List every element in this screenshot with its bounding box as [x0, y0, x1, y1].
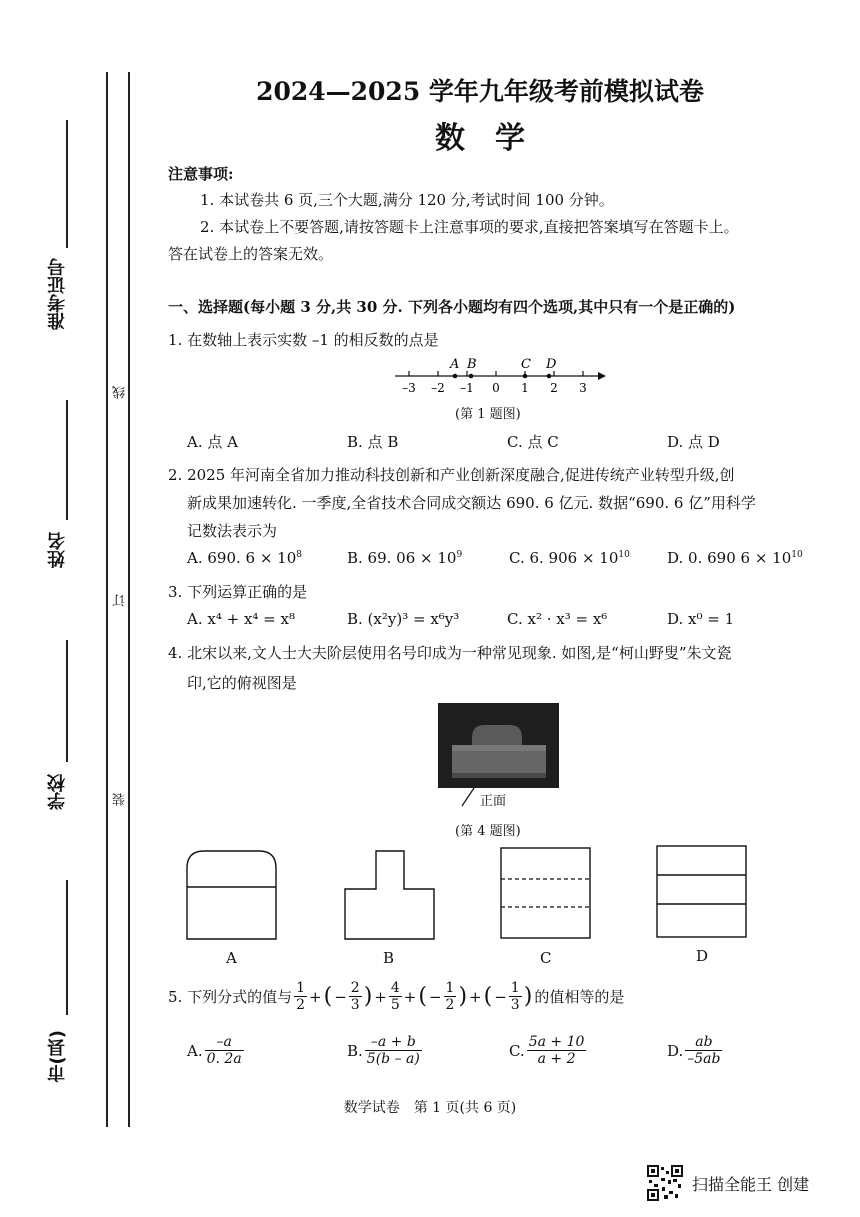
q1-option-d: D. 点 D	[667, 433, 720, 451]
front-label: 正面	[480, 794, 507, 809]
notice-item-2: 2. 本试卷上不要答题,请按答题卡上注意事项的要求,直接把答案填写在答题卡上。	[200, 218, 739, 236]
q1-point-c: C	[521, 357, 531, 372]
q5-option-d: D. $\frac{ab}{-5ab}$	[667, 1034, 721, 1067]
q4-option-c-figure	[500, 847, 592, 940]
q5-stem: 5. 下列分式的值与 $\frac{1}{2}$ + ( − $\frac{2}{3}$ ) + $\frac{4}{5}$ + ( − $\frac{1}{2}$ ) + ( − $\frac{1}{3}$ ) 的值相等的是	[168, 980, 625, 1013]
q1-point-a-dot	[453, 374, 458, 379]
subject-title: 数 学	[435, 121, 525, 156]
binding-word-line: 线	[113, 386, 128, 399]
q4-label-d: D	[696, 947, 709, 965]
q2-option-a: A. 690. $6 \times 10^8$	[187, 549, 303, 567]
notice-heading: 注意事项:	[168, 165, 234, 183]
q1-tick-label: 0	[492, 381, 500, 395]
binding-line-left	[106, 72, 108, 1127]
notice-item-1: 1. 本试卷共 6 页,三个大题,满分 120 分,考试时间 100 分钟。	[200, 191, 614, 209]
city-label: 市(县)	[47, 1030, 68, 1083]
q3-option-b: B. (x²y)³ = x⁶y³	[347, 610, 460, 628]
q1-caption: (第 1 题图)	[455, 407, 521, 422]
q3-stem: 3. 下列运算正确的是	[168, 583, 308, 601]
q2-option-b: B. 69. $06 \times 10^9$	[347, 549, 463, 567]
q2-line-1: 2. 2025 年河南全省加力推动科技创新和产业创新深度融合,促进传统产业转型升级,创	[168, 466, 735, 484]
q4-option-d-figure	[656, 845, 748, 939]
q1-tick-label: –3	[402, 381, 416, 395]
q1-tick-label: 1	[521, 381, 529, 395]
q1-option-a: A. 点 A	[187, 433, 238, 451]
city-line	[66, 880, 68, 1015]
q1-option-b: B. 点 B	[347, 433, 399, 451]
q2-line-2: 新成果加速转化. 一季度,全省技术合同成交额达 690. 6 亿元. 数据“690. 6 亿”用科学	[187, 494, 756, 512]
q1-point-b: B	[467, 357, 477, 372]
binding-word-ding: 订	[113, 594, 128, 607]
q4-label-b: B	[383, 949, 395, 967]
exam-title: 2024—2025 学年九年级考前模拟试卷	[256, 77, 704, 106]
section-heading: 一、选择题(每小题 3 分,共 30 分. 下列各小题均有四个选项,其中只有一个是正确的)	[168, 298, 736, 316]
q4-line-1: 4. 北宋以来,文人士大夫阶层使用名号印成为一种常见现象. 如图,是“柯山野叟”朱文瓷	[168, 644, 732, 662]
q1-number-line	[390, 352, 610, 400]
qr-code-icon	[647, 1165, 683, 1201]
q1-tick-label: –2	[431, 381, 445, 395]
q1-point-b-dot	[469, 374, 474, 379]
q2-option-c: C. 6. $906 \times 10^{10}$	[509, 549, 630, 567]
q1-stem: 1. 在数轴上表示实数 –1 的相反数的点是	[168, 331, 439, 349]
page-footer: 数学试卷 第 1 页(共 6 页)	[343, 1100, 517, 1116]
q4-label-c: C	[540, 949, 552, 967]
q4-option-b-figure	[344, 850, 436, 940]
q1-point-a: A	[450, 357, 460, 372]
q3-option-d: D. x⁰ = 1	[667, 610, 735, 628]
q1-tick-label: 2	[550, 381, 558, 395]
q2-line-3: 记数法表示为	[187, 522, 278, 540]
exam-number-label: 准考证号	[47, 258, 68, 330]
q1-tick-label: –1	[460, 381, 474, 395]
seal-photo	[438, 703, 559, 788]
q1-point-c-dot	[523, 374, 528, 379]
q4-label-a: A	[226, 949, 237, 967]
q1-option-c: C. 点 C	[507, 433, 559, 451]
q1-tick-label: 3	[579, 381, 587, 395]
q4-line-2: 印,它的俯视图是	[187, 674, 297, 692]
notice-item-2-cont: 答在试卷上的答案无效。	[168, 245, 334, 263]
exam-number-line	[66, 120, 68, 248]
q5-option-b: B. $\frac{-a + b}{5(b - a)}$	[347, 1034, 420, 1067]
q4-option-a-figure	[186, 850, 278, 940]
seal-illustration	[438, 703, 559, 788]
q5-option-c: C. $\frac{5a + 10}{a + 2}$	[509, 1034, 585, 1067]
q3-option-a: A. x⁴ + x⁴ = x⁸	[187, 610, 295, 628]
q5-option-a: A. $\frac{-a}{0. 2a}$	[187, 1034, 242, 1067]
scanner-watermark: 扫描全能王 创建	[692, 1175, 810, 1194]
q1-point-d-dot	[547, 374, 552, 379]
q3-option-c: C. x² · x³ = x⁶	[507, 610, 608, 628]
q1-point-d: D	[546, 357, 557, 372]
school-line	[66, 640, 68, 762]
name-line	[66, 400, 68, 520]
q4-caption: (第 4 题图)	[455, 824, 521, 839]
school-label: 学校	[47, 774, 68, 810]
q2-option-d: D. 0. 690 $6 \times 10^{10}$	[667, 549, 803, 567]
name-label: 姓名	[47, 532, 68, 568]
binding-word-zhuang: 装	[113, 793, 128, 806]
